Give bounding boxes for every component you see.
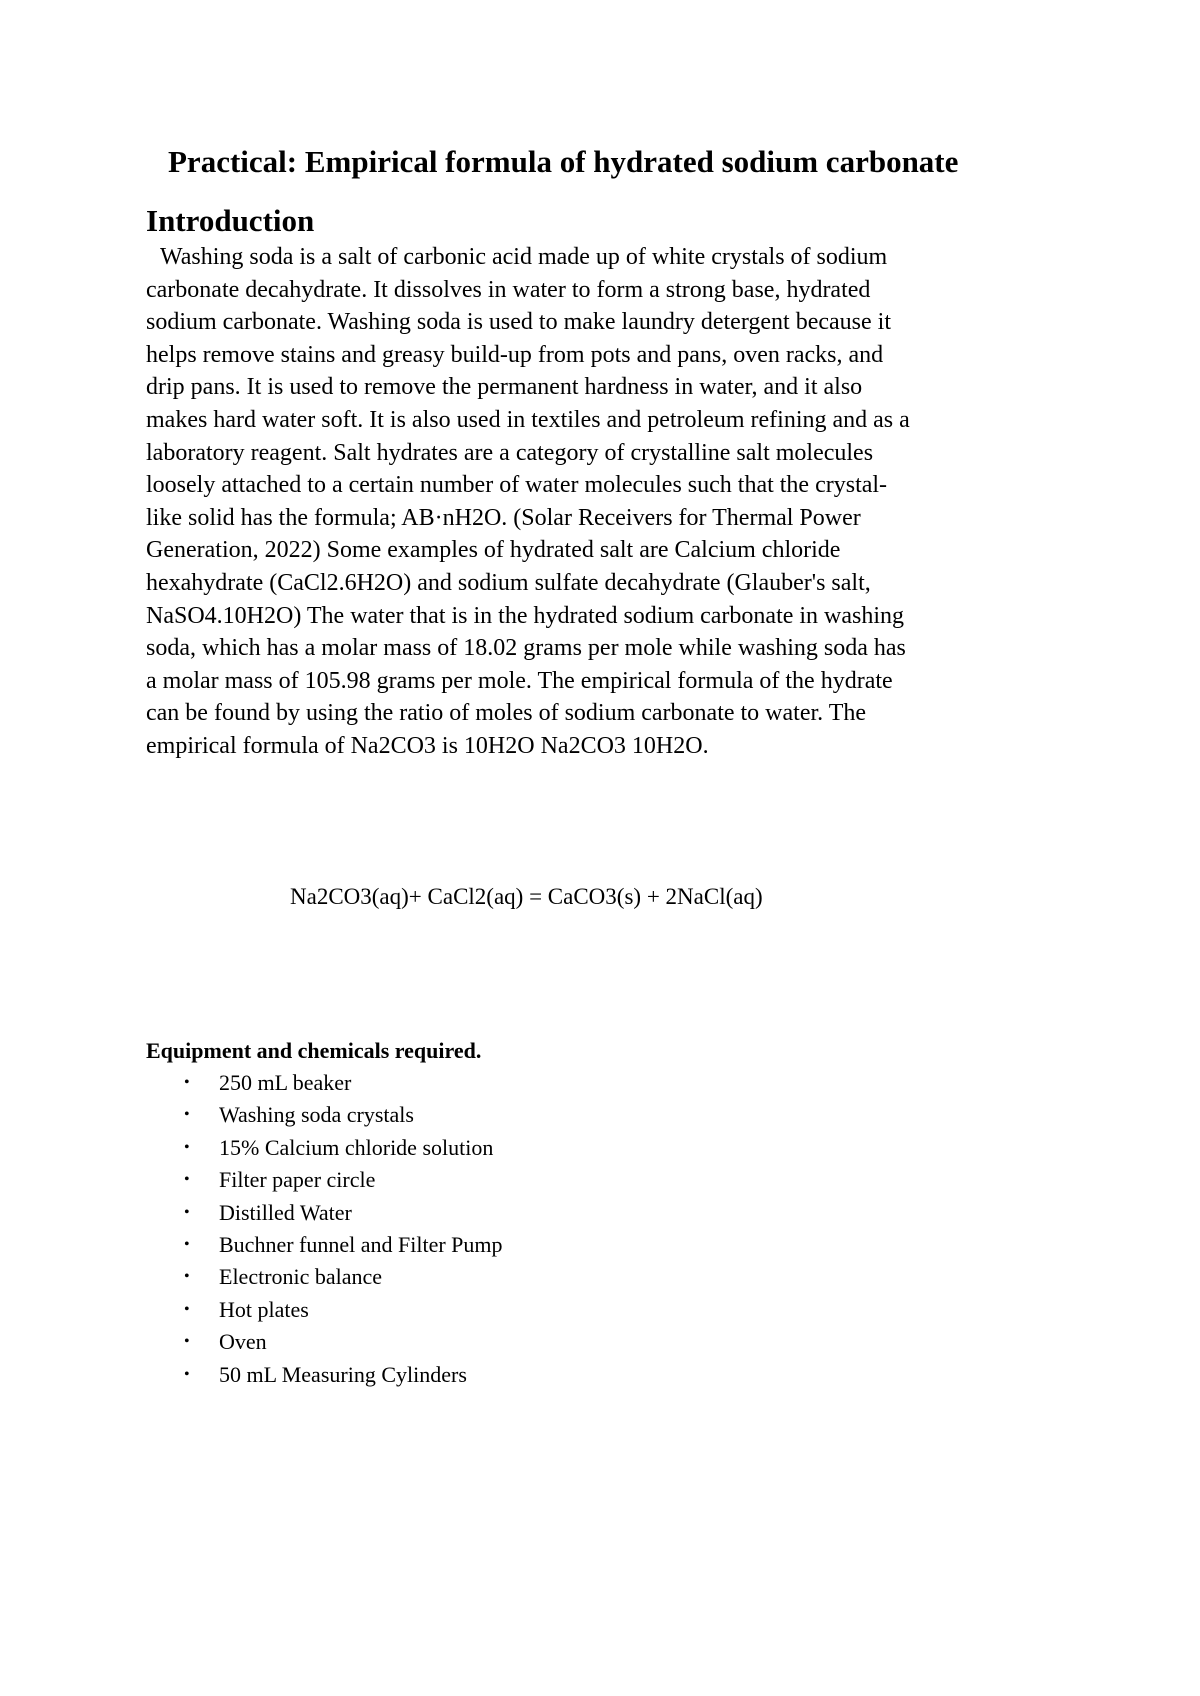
list-item: [146, 1197, 503, 1229]
introduction-line: soda, which has a molar mass of 18.02 grams per mole while washing soda has: [146, 635, 906, 662]
bullet-icon: •: [184, 1333, 190, 1351]
list-item-label: Distilled Water: [219, 1199, 352, 1225]
list-item: [146, 1132, 503, 1164]
list-item-label: Electronic balance: [219, 1264, 383, 1290]
list-item-label: Buchner funnel and Filter Pump: [219, 1232, 503, 1258]
introduction-line: a molar mass of 105.98 grams per mole. The empirical formula of the hydrate: [146, 667, 893, 694]
list-item: [146, 1359, 503, 1391]
list-item: [146, 1229, 503, 1261]
introduction-line: makes hard water soft. It is also used in textiles and petroleum refining and as a: [146, 406, 910, 433]
list-item: [146, 1164, 503, 1196]
introduction-line: NaSO4.10H2O) The water that is in the hydrated sodium carbonate in washing: [146, 602, 905, 629]
introduction-line: helps remove stains and greasy build-up from pots and pans, oven racks, and: [146, 341, 884, 368]
introduction-line: Washing soda is a salt of carbonic acid made up of white crystals of sodium: [160, 244, 888, 270]
equipment-list: [146, 1067, 503, 1391]
introduction-line: empirical formula of Na2CO3 is 10H2O Na2CO3 10H2O.: [146, 732, 709, 759]
bullet-icon: •: [184, 1203, 190, 1221]
list-item: [146, 1067, 503, 1099]
list-item-label: 50 mL Measuring Cylinders: [219, 1361, 467, 1387]
bullet-icon: •: [184, 1268, 190, 1286]
list-item-label: 250 mL beaker: [219, 1070, 352, 1095]
introduction-line: can be found by using the ratio of moles of sodium carbonate to water. The: [146, 700, 867, 727]
list-item: [146, 1294, 503, 1326]
bullet-icon: •: [184, 1171, 190, 1189]
list-item: [146, 1099, 503, 1131]
introduction-paragraph: [146, 241, 910, 763]
bullet-icon: •: [184, 1074, 190, 1091]
list-item-label: Oven: [219, 1329, 267, 1355]
list-item-label: Hot plates: [219, 1296, 309, 1322]
introduction-line: carbonate decahydrate. It dissolves in water to form a strong base, hydrated: [146, 276, 871, 303]
bullet-icon: •: [184, 1300, 190, 1318]
bullet-icon: •: [184, 1365, 190, 1383]
list-item-label: Filter paper circle: [219, 1167, 376, 1193]
list-item-label: 15% Calcium chloride solution: [219, 1134, 494, 1160]
bullet-icon: •: [184, 1106, 190, 1124]
list-item-label: Washing soda crystals: [219, 1102, 414, 1128]
bullet-icon: •: [184, 1138, 190, 1156]
introduction-line: drip pans. It is used to remove the permanent hardness in water, and it also: [146, 374, 863, 401]
chemical-equation: Na2CO3(aq)+ CaCl2(aq) = CaCO3(s) + 2NaCl(aq): [290, 884, 763, 909]
introduction-line: laboratory reagent. Salt hydrates are a category of crystalline salt molecules: [146, 439, 874, 466]
introduction-heading: Introduction: [146, 203, 315, 238]
list-item: [146, 1326, 503, 1358]
document-title: Practical: Empirical formula of hydrated sodium carbonate: [168, 144, 959, 179]
introduction-line: like solid has the formula; AB·nH2O. (Solar Receivers for Thermal Power: [146, 504, 861, 531]
introduction-line: hexahydrate (CaCl2.6H2O) and sodium sulfate decahydrate (Glauber's salt,: [146, 569, 871, 596]
introduction-line: loosely attached to a certain number of water molecules such that the crystal-: [146, 472, 888, 499]
list-item: [146, 1261, 503, 1293]
introduction-line: sodium carbonate. Washing soda is used to make laundry detergent because it: [146, 309, 891, 336]
introduction-line: Generation, 2022) Some examples of hydrated salt are Calcium chloride: [146, 537, 841, 564]
equipment-heading: Equipment and chemicals required.: [146, 1038, 482, 1063]
bullet-icon: •: [184, 1236, 190, 1254]
